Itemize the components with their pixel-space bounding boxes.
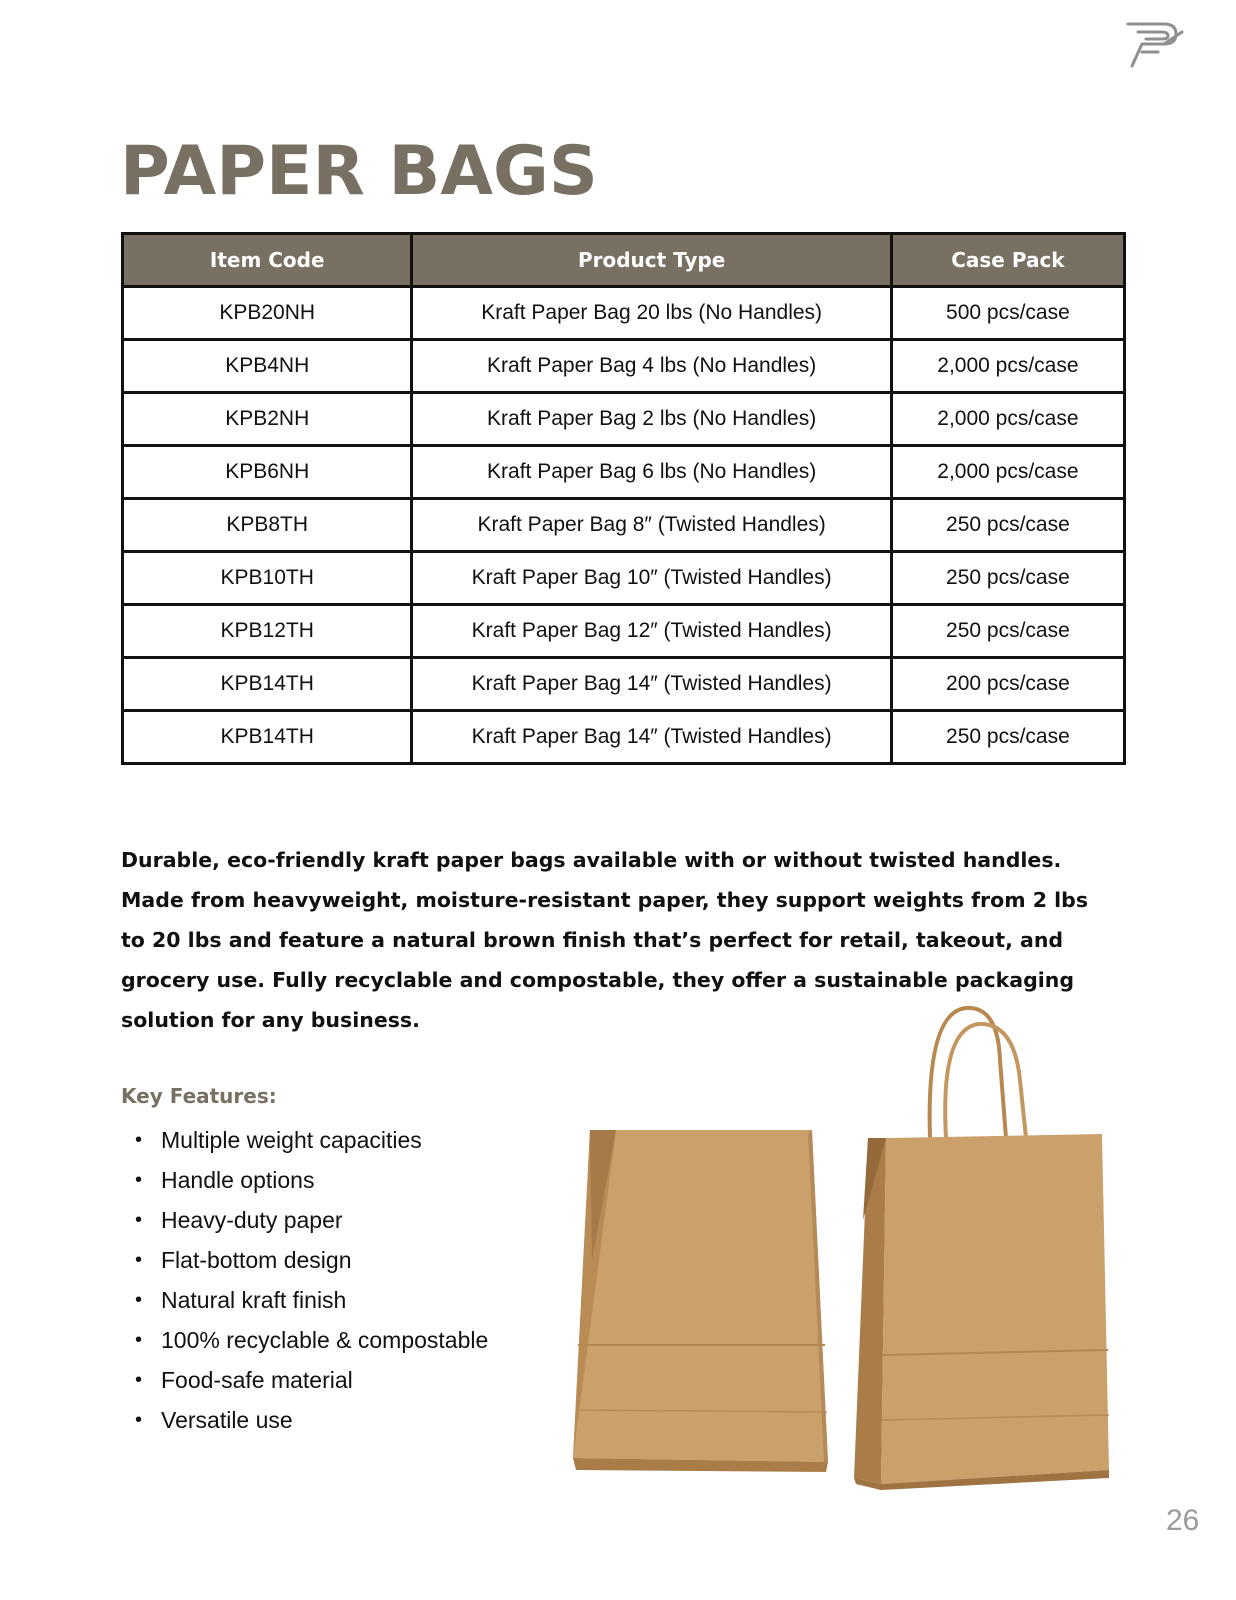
table-row bbox=[123, 340, 1125, 393]
table-row bbox=[123, 446, 1125, 499]
case-pack-cell: 250 pcs/case bbox=[891, 605, 1124, 658]
key-features-title: Key Features: bbox=[121, 1084, 277, 1108]
product-description: Durable, eco-friendly kraft paper bags available with or without twisted handles. Made from heavyweight, moisture-resistant paper, they support weights from 2 lbs to 20 lbs and feature a natural brown finish that’s perfect for retail, takeout, and grocery use. Fully recyclable and compostable, they offer a sustainable packaging solution for any business. bbox=[121, 848, 1089, 1032]
list-item: • Heavy-duty paper bbox=[135, 1200, 488, 1240]
item-code-cell: KPB6NH bbox=[123, 446, 412, 499]
item-code-cell: KPB4NH bbox=[123, 340, 412, 393]
product-type-cell: Kraft Paper Bag 14″ (Twisted Handles) bbox=[412, 658, 891, 711]
kraft-bag-no-handles-image bbox=[573, 1130, 828, 1472]
product-type-cell: Kraft Paper Bag 14″ (Twisted Handles) bbox=[412, 711, 891, 764]
item-code-cell: KPB12TH bbox=[123, 605, 412, 658]
item-code-cell: KPB2NH bbox=[123, 393, 412, 446]
case-pack-cell: 2,000 pcs/case bbox=[891, 340, 1124, 393]
header-case-pack: Case Pack bbox=[891, 234, 1124, 287]
table-row bbox=[123, 499, 1125, 552]
list-item: • Flat-bottom design bbox=[135, 1240, 488, 1280]
case-pack-cell: 250 pcs/case bbox=[891, 499, 1124, 552]
case-pack-cell: 200 pcs/case bbox=[891, 658, 1124, 711]
product-type-cell: Kraft Paper Bag 8″ (Twisted Handles) bbox=[412, 499, 891, 552]
item-code-cell: KPB14TH bbox=[123, 658, 412, 711]
header-item-code: Item Code bbox=[123, 234, 412, 287]
case-pack-cell: 2,000 pcs/case bbox=[891, 393, 1124, 446]
list-item: • Versatile use bbox=[135, 1400, 488, 1440]
product-type-cell: Kraft Paper Bag 10″ (Twisted Handles) bbox=[412, 552, 891, 605]
kraft-bags-image bbox=[568, 1000, 1118, 1500]
table-row bbox=[123, 287, 1125, 340]
page-number: 26 bbox=[1166, 1504, 1200, 1537]
table-header-row bbox=[123, 234, 1125, 287]
list-item: • Natural kraft finish bbox=[135, 1280, 488, 1320]
item-code-cell: KPB14TH bbox=[123, 711, 412, 764]
list-item: • 100% recyclable & compostable bbox=[135, 1320, 488, 1360]
kraft-bag-twisted-handles-image bbox=[854, 1008, 1109, 1490]
case-pack-cell: 250 pcs/case bbox=[891, 711, 1124, 764]
item-code-cell: KPB10TH bbox=[123, 552, 412, 605]
header-product-type: Product Type bbox=[412, 234, 891, 287]
list-item: • Food-safe material bbox=[135, 1360, 488, 1400]
table-row bbox=[123, 658, 1125, 711]
table-row bbox=[123, 605, 1125, 658]
brand-logo-icon bbox=[1124, 18, 1184, 70]
item-code-cell: KPB20NH bbox=[123, 287, 412, 340]
product-table bbox=[121, 232, 1126, 765]
table-row bbox=[123, 711, 1125, 764]
product-type-cell: Kraft Paper Bag 4 lbs (No Handles) bbox=[412, 340, 891, 393]
table-row bbox=[123, 393, 1125, 446]
key-features-list bbox=[135, 1120, 488, 1440]
product-type-cell: Kraft Paper Bag 2 lbs (No Handles) bbox=[412, 393, 891, 446]
product-type-cell: Kraft Paper Bag 12″ (Twisted Handles) bbox=[412, 605, 891, 658]
case-pack-cell: 250 pcs/case bbox=[891, 552, 1124, 605]
page-title: PAPER BAGS bbox=[120, 132, 598, 211]
item-code-cell: KPB8TH bbox=[123, 499, 412, 552]
table-row bbox=[123, 552, 1125, 605]
product-type-cell: Kraft Paper Bag 20 lbs (No Handles) bbox=[412, 287, 891, 340]
product-type-cell: Kraft Paper Bag 6 lbs (No Handles) bbox=[412, 446, 891, 499]
list-item: • Multiple weight capacities bbox=[135, 1120, 488, 1160]
case-pack-cell: 500 pcs/case bbox=[891, 287, 1124, 340]
list-item: • Handle options bbox=[135, 1160, 488, 1200]
case-pack-cell: 2,000 pcs/case bbox=[891, 446, 1124, 499]
